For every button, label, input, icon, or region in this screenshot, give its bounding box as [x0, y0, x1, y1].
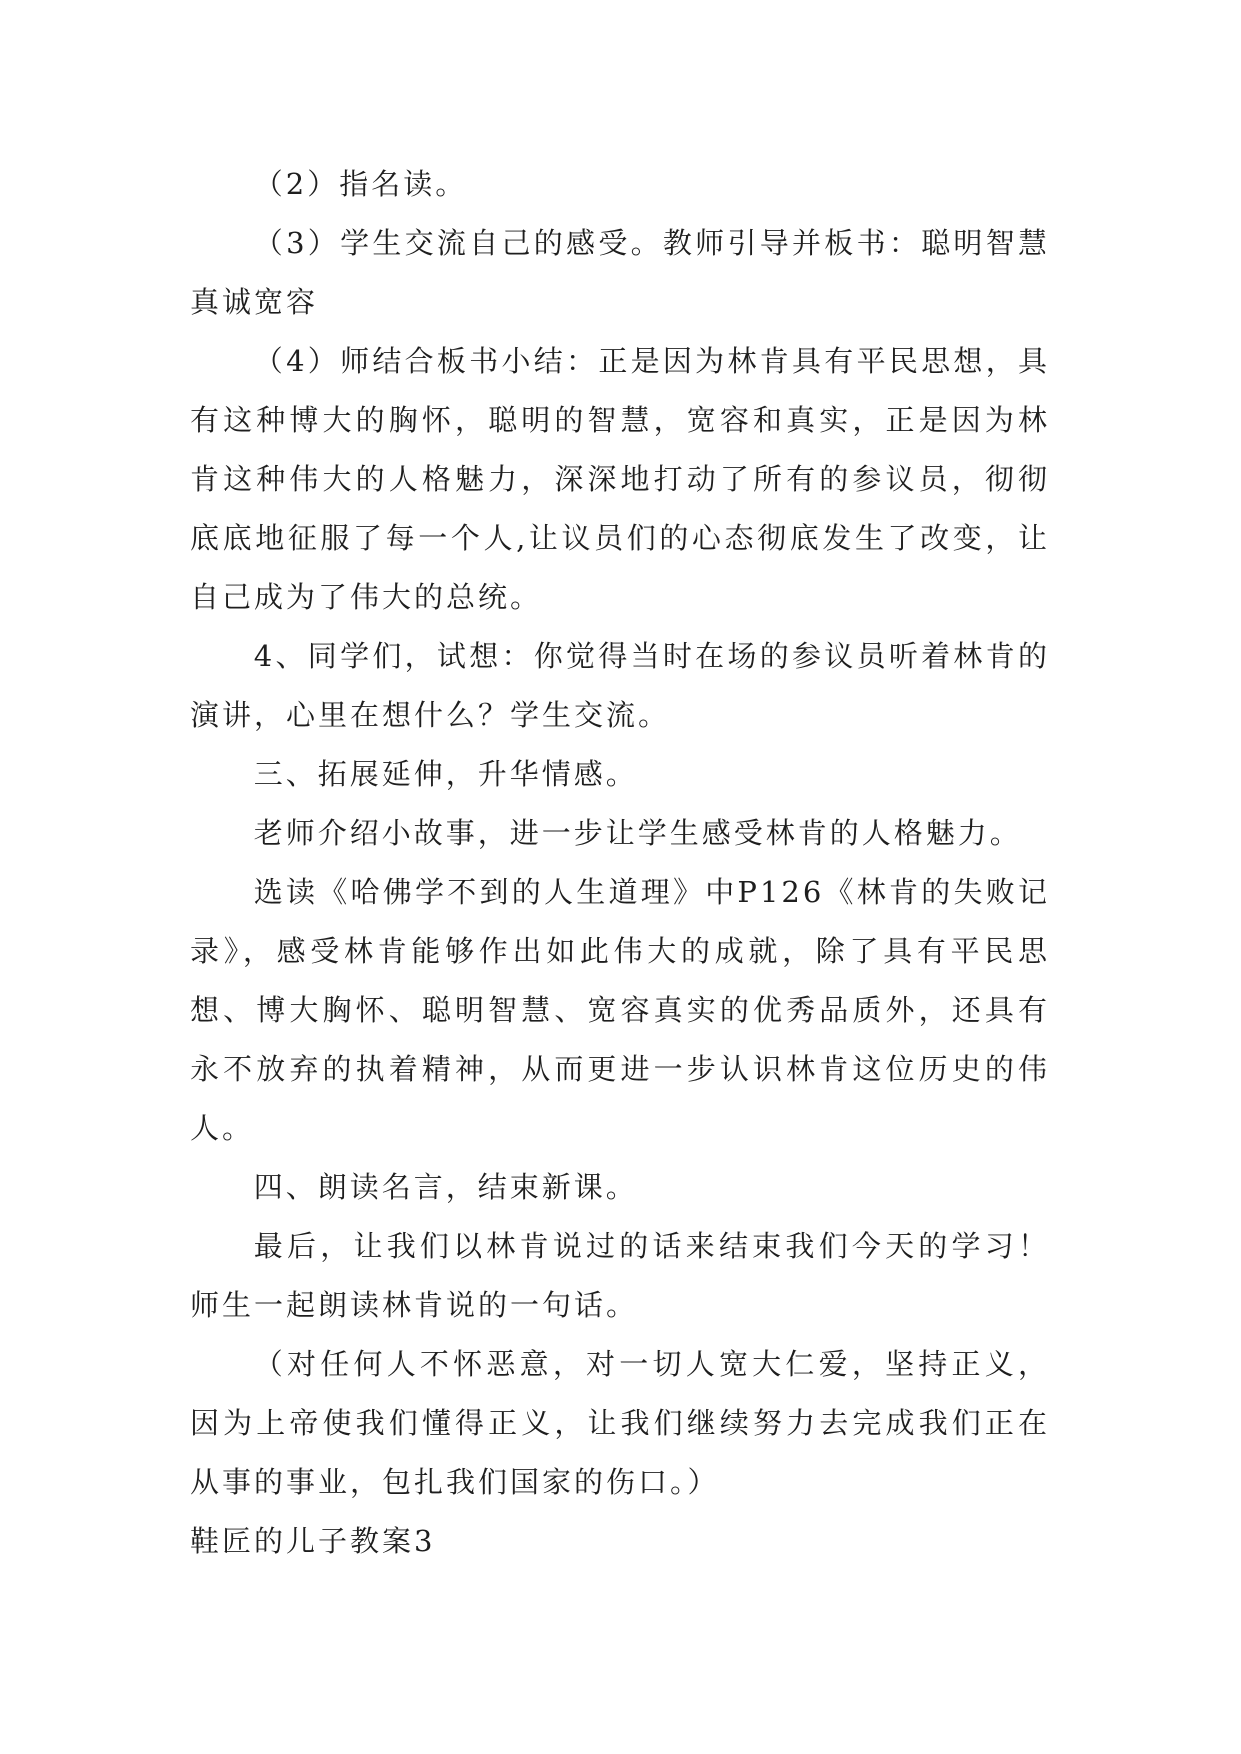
- section-heading-extension: 三、拓展延伸，升华情感。: [253, 757, 638, 791]
- paragraph-closing: 最后，让我们以林肯说过的话来结束我们今天的学习！师生一起朗读林肯说的一句话。: [190, 1229, 1050, 1322]
- paragraph-teacher-summary: （4）师结合板书小结：正是因为林肯具有平民思想，具有这种博大的胸怀，聪明的智慧，宽容和真实，正是因为林肯这种伟大的人格魅力，深深地打动了所有的参议员，彻彻底底地征服了每一个人,让议员们的心态彻底发生了改变，让自己成为了伟大的总统。: [190, 344, 1050, 614]
- paragraph-teacher-story: 老师介绍小故事，进一步让学生感受林肯的人格魅力。: [253, 816, 1022, 850]
- paragraph-lincoln-quote: （对任何人不怀恶意，对一切人宽大仁爱，坚持正义，因为上帝使我们懂得正义，让我们继续努力去完成我们正在从事的事业，包扎我们国家的伤口。）: [190, 1347, 1050, 1499]
- document-body: [190, 155, 1050, 1571]
- section-heading-quotes: 四、朗读名言，结束新课。: [253, 1170, 638, 1204]
- paragraph-selected-reading: 选读《哈佛学不到的人生道理》中P126《林肯的失败记录》，感受林肯能够作出如此伟大的成就，除了具有平民思想、博大胸怀、聪明智慧、宽容真实的优秀品质外，还具有永不放弃的执着精神，从而更进一步认识林肯这位历史的伟人。: [190, 875, 1050, 1145]
- section-title-lesson-plan-3: 鞋匠的儿子教案3: [190, 1524, 436, 1558]
- paragraph-imagine-question: 4、同学们，试想：你觉得当时在场的参议员听着林肯的演讲，心里在想什么？学生交流。: [190, 639, 1050, 732]
- paragraph-read-by-name: （2）指名读。: [253, 167, 468, 201]
- paragraph-student-exchange: （3）学生交流自己的感受。教师引导并板书：聪明智慧 真诚宽容: [190, 226, 1050, 319]
